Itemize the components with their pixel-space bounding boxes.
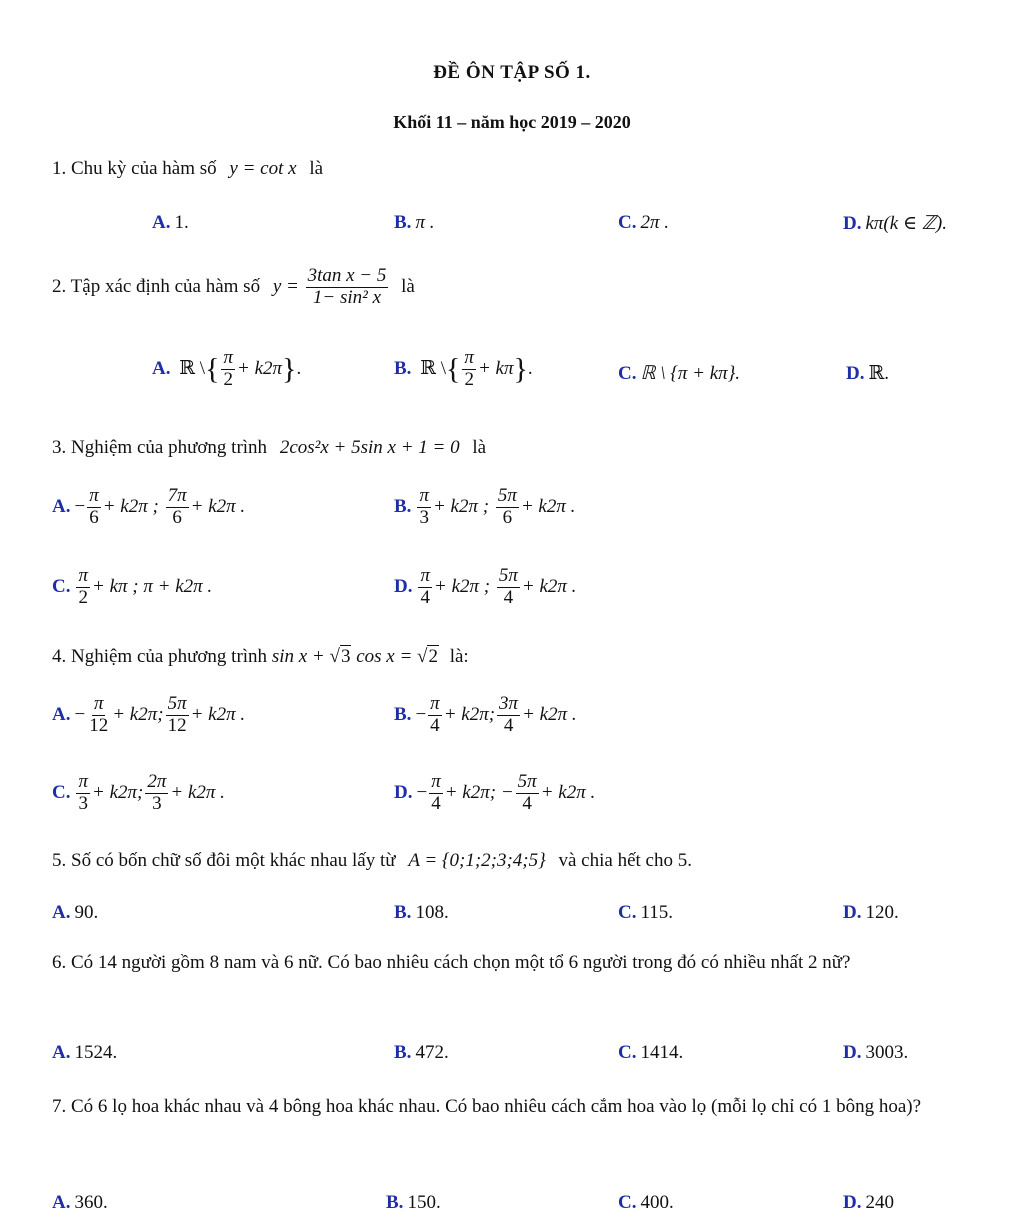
q2-option-d[interactable]: D. ℝ. bbox=[846, 363, 890, 384]
q3-option-d[interactable]: D. $\frac{\pi}{4}$ + k2π ; $\frac{5\pi}{4}$ + k2π . bbox=[394, 565, 577, 608]
q4-option-d[interactable]: D. − $\frac{\pi}{4}$ + k2π; − $\frac{5\pi}{4}$ + k2π . bbox=[394, 771, 596, 814]
question-1-text: 1. Chu kỳ của hàm số bbox=[52, 158, 217, 179]
q1-option-d[interactable]: D. kπ(k ∈ ℤ). bbox=[843, 213, 947, 234]
q4-option-b[interactable]: B. − $\frac{\pi}{4}$ + k2π; $\frac{3\pi}{4}$ + k2π . bbox=[394, 693, 577, 736]
q3-option-b[interactable]: B. $\frac{\pi}{3}$ + k2π ; $\frac{5\pi}{6}$ + k2π . bbox=[394, 485, 576, 528]
q5-option-d[interactable]: D. 120. bbox=[843, 902, 899, 923]
q1-option-a[interactable]: A. 1. bbox=[152, 212, 189, 233]
q5-option-c[interactable]: C. 115. bbox=[618, 902, 674, 923]
question-1 bbox=[52, 158, 323, 180]
q7-option-c[interactable]: C. 400. bbox=[618, 1192, 674, 1213]
q5-option-b[interactable]: B. 108. bbox=[394, 902, 449, 923]
q7-option-b[interactable]: B. 150. bbox=[386, 1192, 441, 1213]
question-6: 6. Có 14 người gồm 8 nam và 6 nữ. Có bao nhiêu cách chọn một tổ 6 người trong đó có nhiều nhất 2 nữ? bbox=[52, 952, 851, 973]
question-5: 5. Số có bốn chữ số đôi một khác nhau lấy từ A = {0;1;2;3;4;5} và chia hết cho 5. bbox=[52, 850, 692, 871]
q2-option-c[interactable]: C. ℝ \ {π + kπ}. bbox=[618, 363, 741, 384]
question-1-expr: y = cot x bbox=[229, 158, 297, 179]
q6-option-c[interactable]: C. 1414. bbox=[618, 1042, 684, 1063]
question-2-fraction: $\frac{\text{3tan x − 5}}{\text{1− sin² x}}$ bbox=[307, 265, 387, 308]
question-3: 3. Nghiệm của phương trình 2cos²x + 5sin x + 1 = 0 là bbox=[52, 437, 487, 458]
page-title: ĐỀ ÔN TẬP SỐ 1. bbox=[433, 62, 591, 83]
q1-option-c[interactable]: C. 2π . bbox=[618, 212, 670, 233]
q4-option-a[interactable]: A. − $\frac{\pi}{12}$ + k2π; $\frac{5\pi}{12}$ + k2π . bbox=[52, 693, 246, 736]
q3-option-c[interactable]: C. $\frac{\pi}{2}$ + kπ ; π + k2π . bbox=[52, 565, 213, 608]
page-subtitle: Khối 11 – năm học 2019 – 2020 bbox=[393, 112, 631, 132]
q2-option-a[interactable]: A. ℝ \{ $\frac{\pi}{2}$ + k2π}. bbox=[152, 347, 302, 390]
q3-option-a[interactable]: A. − $\frac{\pi}{6}$ + k2π ; $\frac{7\pi}{6}$ + k2π . bbox=[52, 485, 246, 528]
q6-option-d[interactable]: D. 3003. bbox=[843, 1042, 909, 1063]
q4-option-c[interactable]: C. $\frac{\pi}{3}$ + k2π; $\frac{2\pi}{3}$ + k2π . bbox=[52, 771, 225, 814]
q6-option-a[interactable]: A. 1524. bbox=[52, 1042, 118, 1063]
q6-option-b[interactable]: B. 472. bbox=[394, 1042, 449, 1063]
question-4: 4. Nghiệm của phương trình sin x + √3 cos x = √2 là: bbox=[52, 646, 469, 667]
q2-option-b[interactable]: B. ℝ \{ $\frac{\pi}{2}$ + kπ}. bbox=[394, 347, 533, 390]
q1-option-b[interactable]: B. π . bbox=[394, 212, 435, 233]
question-2: 2. Tập xác định của hàm số y = $\frac{\text{3tan x − 5}}{\text{1− sin² x}}$ là bbox=[52, 265, 415, 308]
q7-option-d[interactable]: D. 240 bbox=[843, 1192, 894, 1213]
q7-option-a[interactable]: A. 360. bbox=[52, 1192, 108, 1213]
question-1-tail: là bbox=[309, 158, 324, 179]
question-7: 7. Có 6 lọ hoa khác nhau và 4 bông hoa khác nhau. Có bao nhiêu cách cắm hoa vào lọ (mỗi lọ chỉ có 1 bông hoa)? bbox=[52, 1096, 922, 1117]
q5-option-a[interactable]: A. 90. bbox=[52, 902, 99, 923]
